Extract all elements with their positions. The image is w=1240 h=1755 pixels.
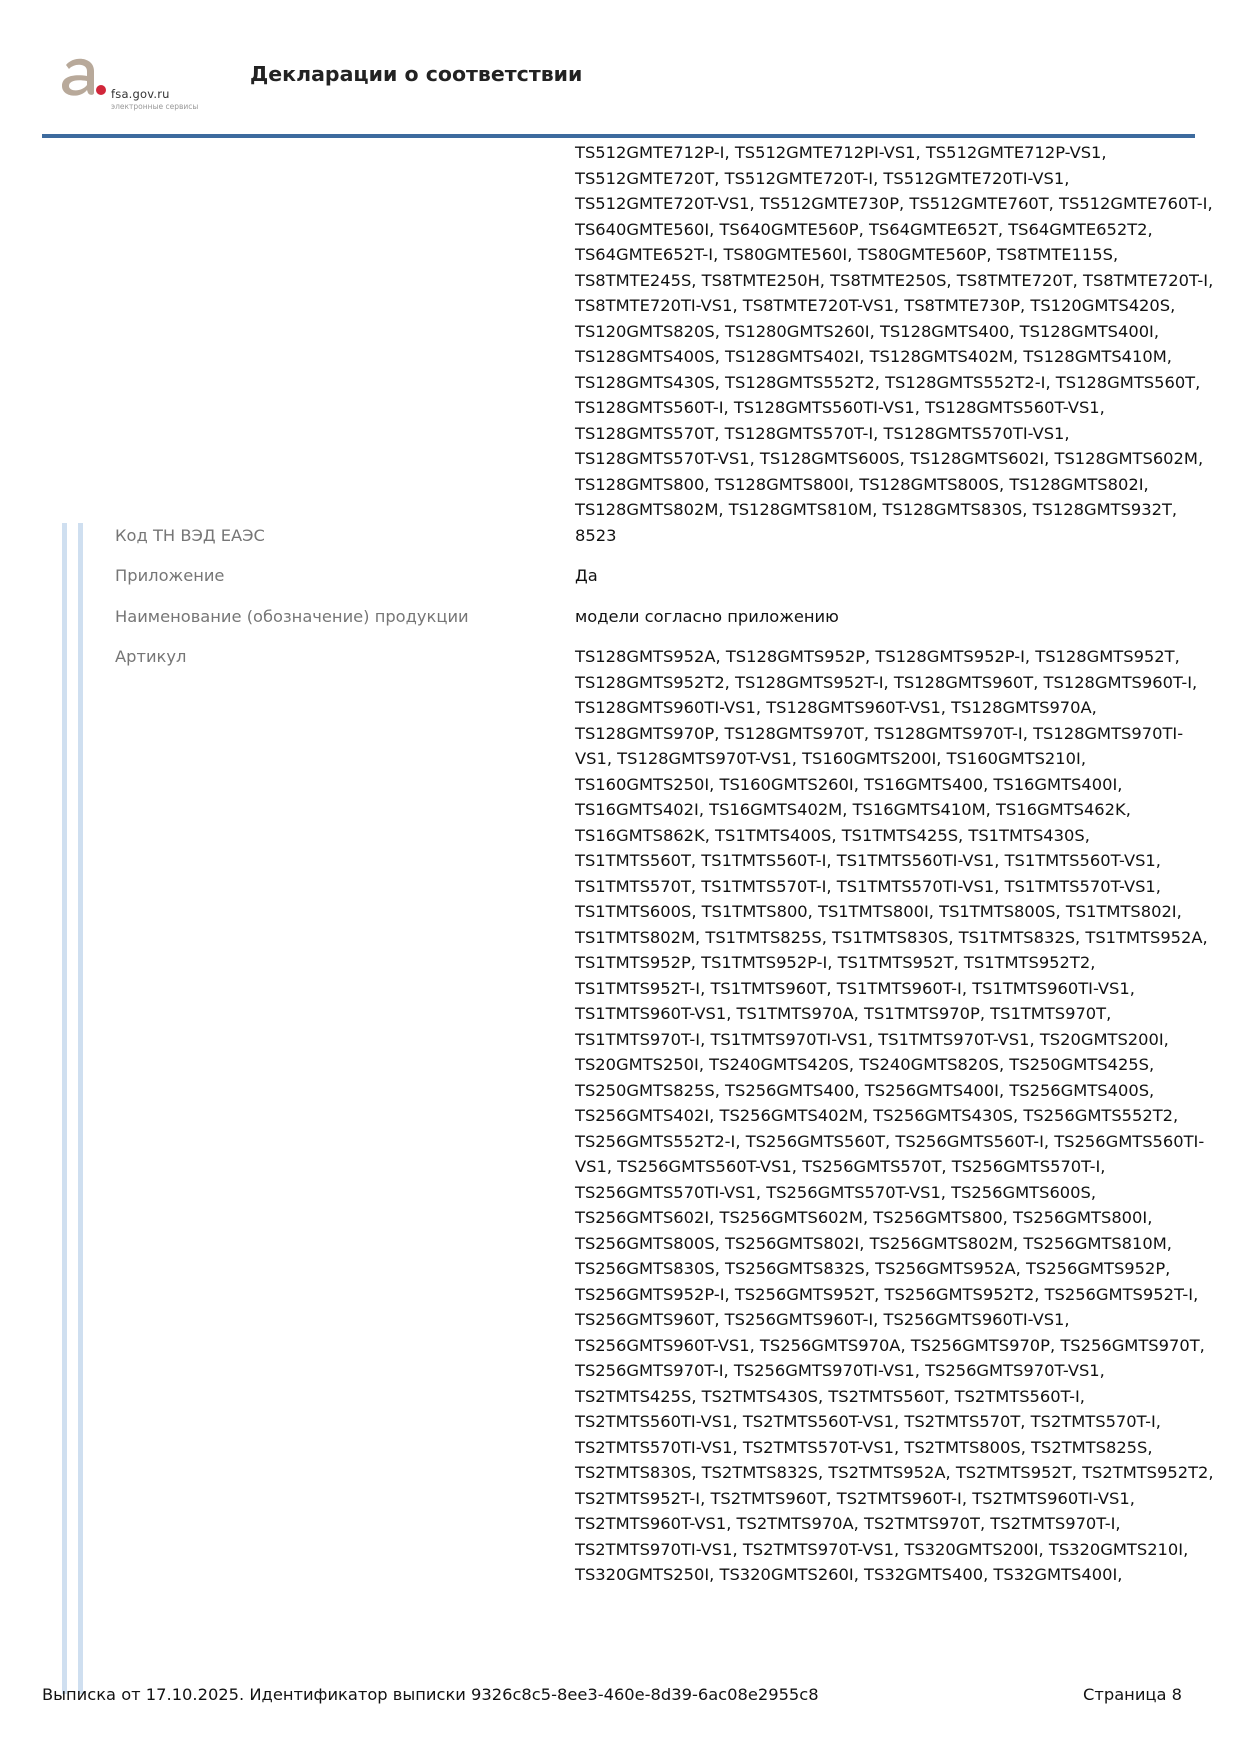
field-value: Да bbox=[575, 566, 598, 585]
field-value: 8523 bbox=[575, 525, 617, 545]
fsa-logo-icon bbox=[58, 55, 108, 101]
field-label: Наименование (обозначение) продукции bbox=[115, 606, 469, 626]
fsa-logo bbox=[58, 55, 208, 115]
continued-articles-value: TS512GMTE712P-I, TS512GMTE712PI-VS1, TS512GMTE712P-VS1, TS512GMTE720T, TS512GMTE720T-I, TS512GMTE720TI-VS1, TS512GMTE720T-VS1, TS512GMTE730P, TS512GMTE760T, TS512GMTE760T-I, TS640GMTE560I, TS640GMTE560P, TS64GMTE652T, TS64GMTE652T2, TS64GMTE652T-I, TS80GMTE560I, TS80GMTE560P, TS8TMTE115S, TS8TMTE245S, TS8TMTE250H, TS8TMTE250S, TS8TMTE720T, TS8TMTE720T-I, TS8TMTE720TI-VS1, TS8TMTE720T-VS1, TS8TMTE730P, TS120GMTS420S, TS120GMTS820S, TS1280GMTS260I, TS128GMTS400, TS128GMTS400I, TS128GMTS400S, TS128GMTS402I, TS128GMTS402M, TS128GMTS410M, TS128GMTS430S, TS128GMTS552T2, TS128GMTS552T2-I, TS128GMTS560T, TS128GMTS560T-I, TS128GMTS560TI-VS1, TS128GMTS560T-VS1, TS128GMTS570T, TS128GMTS570T-I, TS128GMTS570TI-VS1, TS128GMTS570T-VS1, TS128GMTS600S, TS128GMTS602I, TS128GMTS602M, TS128GMTS800, TS128GMTS800I, TS128GMTS800S, TS128GMTS802I, TS128GMTS802M, TS128GMTS810M, TS128GMTS830S, TS128GMTS932T, bbox=[575, 143, 1214, 519]
logo-subtext: электронные сервисы bbox=[111, 102, 199, 111]
side-bar-outer bbox=[62, 523, 67, 1694]
field-label: Приложение bbox=[115, 566, 225, 585]
field-label: Артикул bbox=[115, 647, 187, 666]
page-number: Страница 8 bbox=[1083, 1685, 1182, 1704]
field-value: модели согласно приложению bbox=[575, 606, 839, 626]
field-rows bbox=[0, 523, 1240, 1594]
side-bar-inner bbox=[78, 523, 83, 1694]
document-content bbox=[0, 140, 1240, 1594]
field-row-product-name bbox=[0, 595, 1240, 636]
header-divider bbox=[42, 134, 1195, 138]
field-value: TS128GMTS952A, TS128GMTS952P, TS128GMTS952P-I, TS128GMTS952T, TS128GMTS952T2, TS128GMTS952T-I, TS128GMTS960T, TS128GMTS960T-I, TS128GMTS960TI-VS1, TS128GMTS960T-VS1, TS128GMTS970A, TS128GMTS970P, TS128GMTS970T, TS128GMTS970T-I, TS128GMTS970TI-VS1, TS128GMTS970T-VS1, TS160GMTS200I, TS160GMTS210I, TS160GMTS250I, TS160GMTS260I, TS16GMTS400, TS16GMTS400I, TS16GMTS402I, TS16GMTS402M, TS16GMTS410M, TS16GMTS462K, TS16GMTS862K, TS1TMTS400S, TS1TMTS425S, TS1TMTS430S, TS1TMTS560T, TS1TMTS560T-I, TS1TMTS560TI-VS1, TS1TMTS560T-VS1, TS1TMTS570T, TS1TMTS570T-I, TS1TMTS570TI-VS1, TS1TMTS570T-VS1, TS1TMTS600S, TS1TMTS800, TS1TMTS800I, TS1TMTS800S, TS1TMTS802I, TS1TMTS802M, TS1TMTS825S, TS1TMTS830S, TS1TMTS832S, TS1TMTS952A, TS1TMTS952P, TS1TMTS952P-I, TS1TMTS952T, TS1TMTS952T2, TS1TMTS952T-I, TS1TMTS960T, TS1TMTS960T-I, TS1TMTS960TI-VS1, TS1TMTS960T-VS1, TS1TMTS970A, TS1TMTS970P, TS1TMTS970T, TS1TMTS970T-I, TS1TMTS970TI-VS1, TS1TMTS970T-VS1, TS20GMTS200I, TS20GMTS250I, TS240GMTS420S, TS240GMTS820S, TS250GMTS425S, TS250GMTS825S, TS256GMTS400, TS256GMTS400I, TS256GMTS400S, TS256GMTS402I, TS256GMTS402M, TS256GMTS430S, TS256GMTS552T2, TS256GMTS552T2-I, TS256GMTS560T, TS256GMTS560T-I, TS256GMTS560TI-VS1, TS256GMTS560T-VS1, TS256GMTS570T, TS256GMTS570T-I, TS256GMTS570TI-VS1, TS256GMTS570T-VS1, TS256GMTS600S, TS256GMTS602I, TS256GMTS602M, TS256GMTS800, TS256GMTS800I, TS256GMTS800S, TS256GMTS802I, TS256GMTS802M, TS256GMTS810M, TS256GMTS830S, TS256GMTS832S, TS256GMTS952A, TS256GMTS952P, TS256GMTS952P-I, TS256GMTS952T, TS256GMTS952T2, TS256GMTS952T-I, TS256GMTS960T, TS256GMTS960T-I, TS256GMTS960TI-VS1, TS256GMTS960T-VS1, TS256GMTS970A, TS256GMTS970P, TS256GMTS970T, TS256GMTS970T-I, TS256GMTS970TI-VS1, TS256GMTS970T-VS1, TS2TMTS425S, TS2TMTS430S, TS2TMTS560T, TS2TMTS560T-I, TS2TMTS560TI-VS1, TS2TMTS560T-VS1, TS2TMTS570T, TS2TMTS570T-I, TS2TMTS570TI-VS1, TS2TMTS570T-VS1, TS2TMTS800S, TS2TMTS825S, TS2TMTS830S, TS2TMTS832S, TS2TMTS952A, TS2TMTS952T, TS2TMTS952T2, TS2TMTS952T-I, TS2TMTS960T, TS2TMTS960T-I, TS2TMTS960TI-VS1, TS2TMTS960T-VS1, TS2TMTS970A, TS2TMTS970T, TS2TMTS970T-I, TS2TMTS970TI-VS1, TS2TMTS970T-VS1, TS320GMTS200I, TS320GMTS210I, TS320GMTS250I, TS320GMTS260I, TS32GMTS400, TS32GMTS400I, bbox=[575, 647, 1214, 1584]
extract-info: Выписка от 17.10.2025. Идентификатор выписки 9326c8c5-8ee3-460e-8d39-6ac08e2955c8 bbox=[42, 1685, 819, 1704]
field-row-tn-ved bbox=[0, 523, 1240, 555]
section-side-bars bbox=[62, 523, 84, 1694]
field-row-appendix bbox=[0, 554, 1240, 595]
field-row-articles bbox=[0, 635, 1240, 1594]
document-title: Декларации о соответствии bbox=[250, 62, 583, 86]
field-label: Код ТН ВЭД ЕАЭС bbox=[115, 525, 265, 545]
logo-text: fsa.gov.ru bbox=[111, 87, 170, 101]
